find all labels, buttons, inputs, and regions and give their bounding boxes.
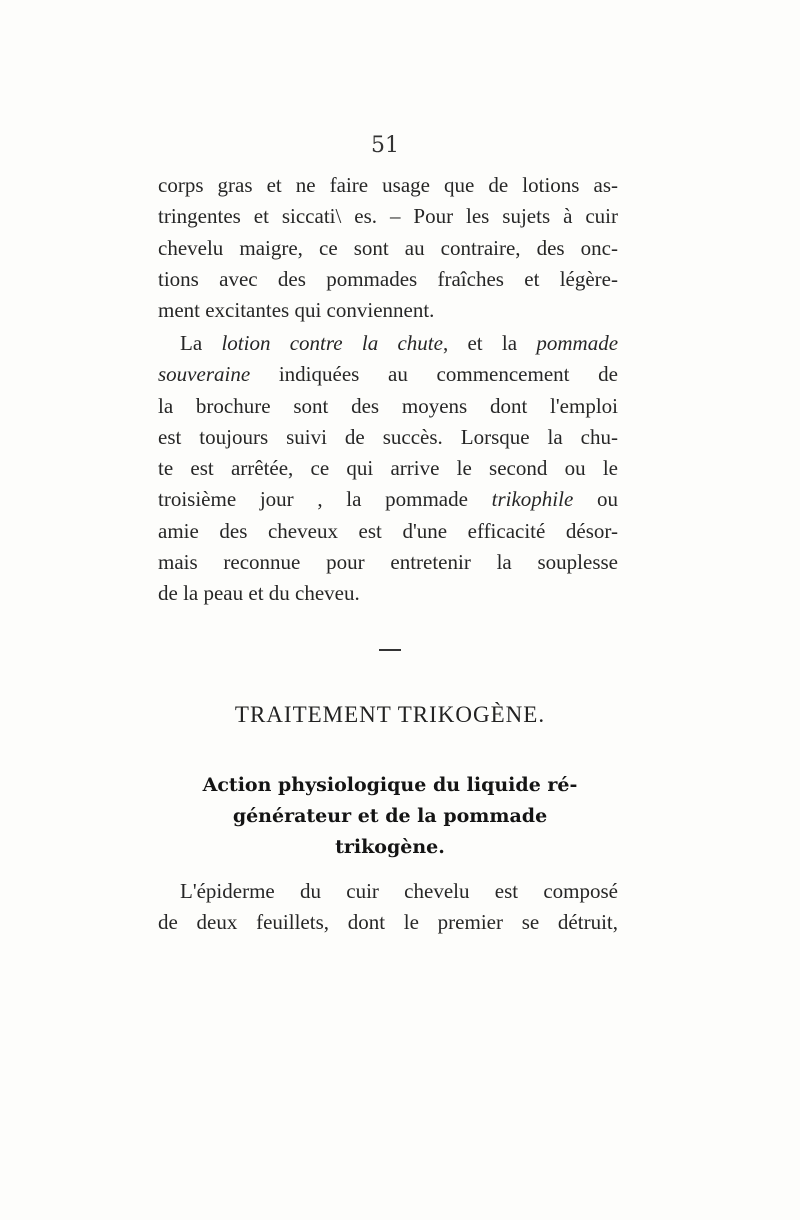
subtitle-line: Action physiologique du liquide ré- (202, 774, 578, 796)
text-run: indiquées au commencement de (250, 362, 618, 387)
page-number: 51 (371, 133, 399, 158)
italic-term-trikophile: trikophile (491, 487, 574, 512)
text-line: mais reconnue pour entretenir la souplesse (158, 550, 618, 575)
italic-term-souveraine: souveraine (158, 362, 251, 387)
text-line: corps gras et ne faire usage que de lotions as- (158, 173, 618, 197)
text-line: ment excitantes qui conviennent. (158, 298, 435, 323)
text-run: , et la (442, 331, 537, 355)
text-line: te est arrêtée, ce qui arrive le second ou le (158, 456, 618, 481)
section-subtitle (150, 770, 630, 863)
text-line: est toujours suivi de succès. Lorsque la chu- (158, 424, 618, 449)
italic-term-lotion: lotion contre la chute (221, 331, 443, 355)
text-line (158, 359, 618, 390)
paragraph-1 (158, 170, 618, 326)
text-run: La (180, 331, 222, 355)
subtitle-line: trikogène. (335, 836, 445, 858)
section-title: TRAITEMENT TRIKOGÈNE. (234, 702, 546, 727)
text-line (158, 328, 618, 359)
text-line: amie des cheveux est d'une efficacité désor- (158, 518, 618, 543)
paragraph-2 (158, 328, 618, 610)
text-line: de deux feuillets, dont le premier se détruit, (158, 910, 618, 935)
text-line (158, 484, 618, 515)
text-line: L'épiderme du cuir chevelu est composé (180, 879, 618, 903)
text-line: la brochure sont des moyens dont l'emploi (158, 393, 618, 418)
italic-term-pommade: pommade (536, 331, 619, 355)
text-line: de la peau et du cheveu. (158, 581, 360, 606)
text-run: ou (573, 487, 618, 512)
text-line: tions avec des pommades fraîches et légère- (158, 266, 618, 291)
text-run: troisième jour , la pommade (158, 487, 492, 512)
text-line: chevelu maigre, ce sont au contraire, des onc- (158, 235, 618, 260)
section-separator (379, 649, 401, 651)
text-line: tringentes et siccati\ es. – Pour les sujets à cuir (158, 204, 618, 229)
subtitle-line: générateur et de la pommade (232, 805, 548, 827)
paragraph-3 (158, 876, 618, 939)
